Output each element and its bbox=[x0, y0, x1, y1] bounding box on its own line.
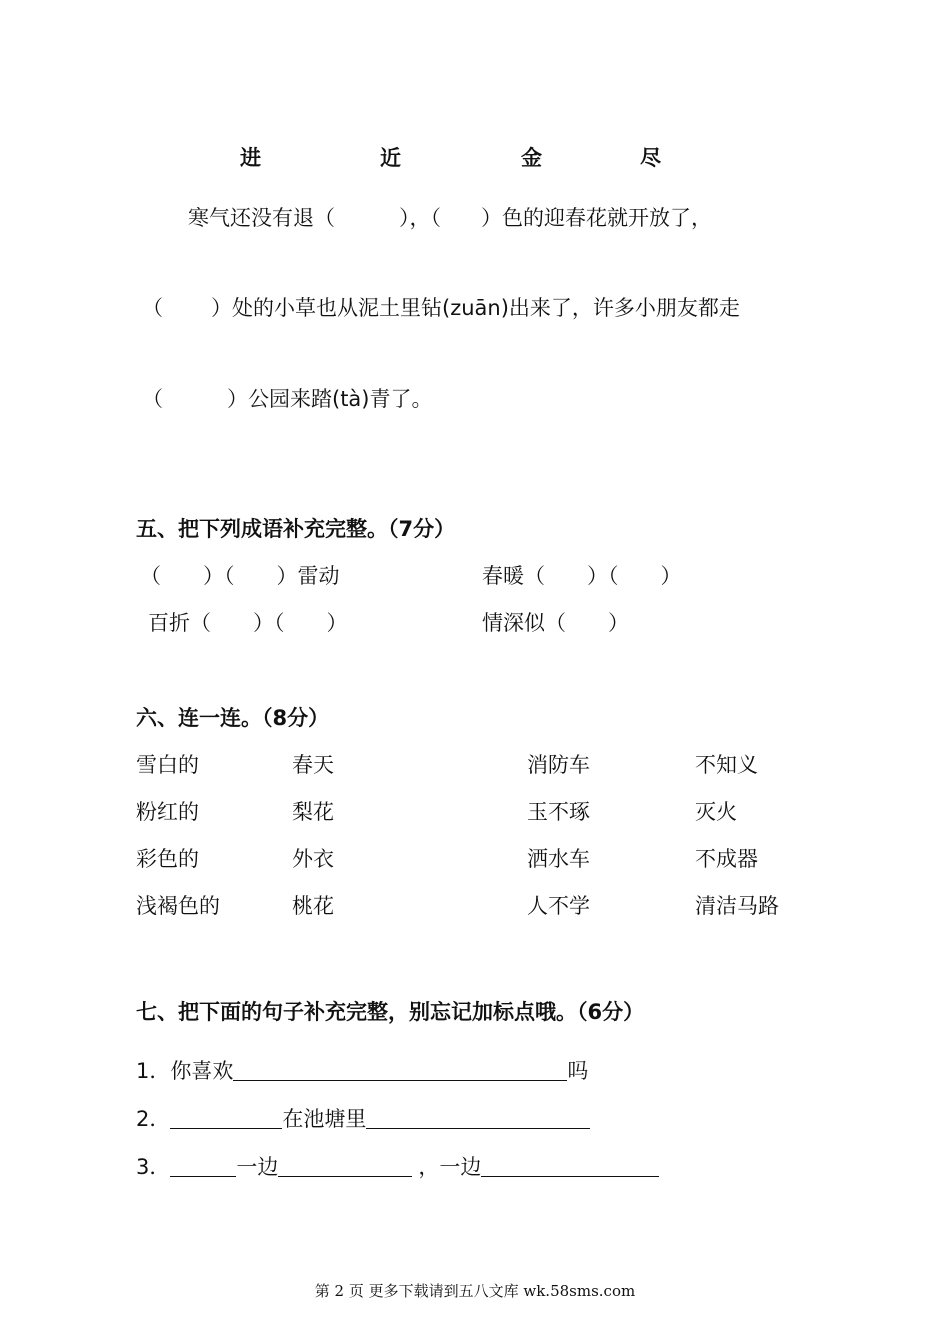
match-left-item[interactable]: 人不学 bbox=[527, 894, 590, 918]
fill-blank[interactable] bbox=[481, 1156, 659, 1177]
passage-line-2 bbox=[142, 294, 740, 322]
sentence-3 bbox=[136, 1153, 659, 1181]
passage-text: ）处的小草也从泥土里钻(zuān)出来了，许多小朋友都走 bbox=[211, 296, 740, 320]
sentence-number: 3． bbox=[136, 1155, 171, 1179]
match-right-item[interactable]: 桃花 bbox=[292, 894, 334, 918]
match-right-item[interactable]: 清洁马路 bbox=[695, 894, 779, 918]
word-bank-item: 金 bbox=[521, 146, 542, 170]
sentence-number: 2． bbox=[136, 1107, 171, 1131]
match-left-item[interactable]: 浅褐色的 bbox=[136, 894, 220, 918]
passage-text: 寒气还没有退（ bbox=[188, 206, 335, 230]
sentence-2 bbox=[136, 1105, 590, 1133]
passage-line-1 bbox=[188, 204, 712, 232]
match-left-item[interactable]: 玉不琢 bbox=[527, 800, 590, 824]
sentence-text: 你喜欢 bbox=[170, 1059, 234, 1083]
passage-text: ）色的迎春花就开放了， bbox=[481, 206, 712, 230]
match-left-item[interactable]: 粉红的 bbox=[136, 800, 199, 824]
match-right-item[interactable]: 梨花 bbox=[292, 800, 334, 824]
passage-line-3 bbox=[142, 385, 433, 413]
match-left-item[interactable]: 彩色的 bbox=[136, 847, 199, 871]
word-bank-item: 尽 bbox=[640, 146, 661, 170]
section-7-title: 七、把下面的句子补充完整，别忘记加标点哦。（6分） bbox=[136, 1000, 645, 1024]
idiom-item: 情深似（ ） bbox=[482, 611, 629, 635]
passage-text: ）公园来踏(tà)青了。 bbox=[227, 387, 433, 411]
section-6-title: 六、连一连。（8分） bbox=[136, 706, 330, 730]
page-footer: 第 2 页 更多下载请到五八文库 wk.58sms.com bbox=[314, 1282, 636, 1300]
match-left-item[interactable]: 雪白的 bbox=[136, 753, 199, 777]
match-right-item[interactable]: 不成器 bbox=[695, 847, 758, 871]
sentence-1 bbox=[136, 1057, 588, 1085]
match-left-item[interactable]: 洒水车 bbox=[527, 847, 590, 871]
sentence-text: 吗 bbox=[567, 1059, 589, 1083]
idiom-item: 百折（ ）（ ） bbox=[148, 611, 348, 635]
passage-text: （ bbox=[142, 296, 163, 320]
idiom-item: 春暖（ ）（ ） bbox=[482, 564, 682, 588]
fill-blank[interactable] bbox=[170, 1108, 282, 1129]
match-left-item[interactable]: 消防车 bbox=[527, 753, 590, 777]
idiom-item: （ ）（ ）雷动 bbox=[140, 564, 340, 588]
sentence-text: ，一边 bbox=[418, 1155, 482, 1179]
fill-blank[interactable] bbox=[366, 1108, 590, 1129]
word-bank-item: 进 bbox=[240, 146, 261, 170]
sentence-text: 一边 bbox=[236, 1155, 279, 1179]
sentence-text: 在池塘里 bbox=[282, 1107, 367, 1131]
passage-text: （ bbox=[142, 387, 163, 411]
match-right-item[interactable]: 不知义 bbox=[695, 753, 758, 777]
passage-text: ），（ bbox=[399, 206, 441, 230]
match-right-item[interactable]: 灭火 bbox=[695, 800, 737, 824]
sentence-number: 1． bbox=[136, 1059, 171, 1083]
fill-blank[interactable] bbox=[170, 1156, 236, 1177]
match-right-item[interactable]: 外衣 bbox=[292, 847, 334, 871]
section-5-title: 五、把下列成语补充完整。（7分） bbox=[136, 517, 456, 541]
fill-blank[interactable] bbox=[278, 1156, 412, 1177]
match-right-item[interactable]: 春天 bbox=[292, 753, 334, 777]
word-bank-item: 近 bbox=[380, 146, 401, 170]
fill-blank[interactable] bbox=[233, 1060, 567, 1081]
